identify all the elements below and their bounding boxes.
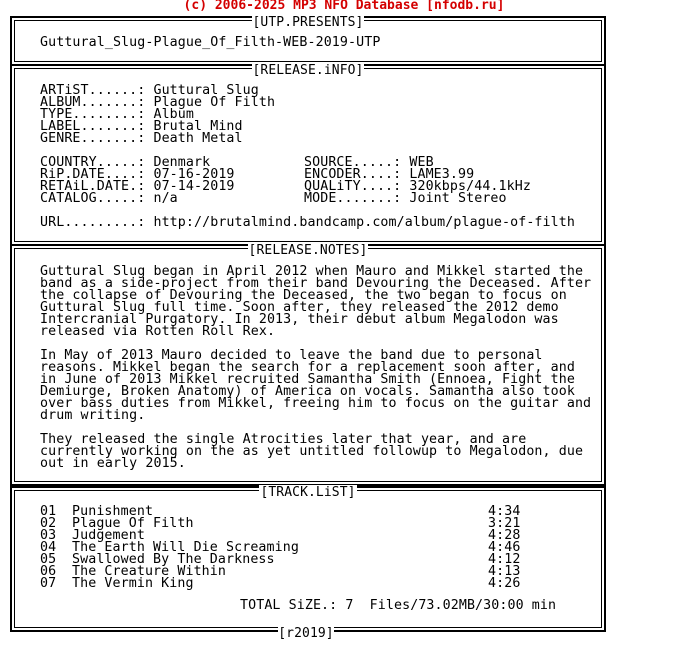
track-title: Swallowed By The Darkness — [72, 552, 275, 567]
track-number: 05 — [40, 552, 57, 567]
info-catalog: CATALOG.....: n/a — [40, 191, 178, 206]
notes-line: released via Rotten Roll Rex. — [40, 324, 276, 339]
presents-header: [UTP.PRESENTS] — [252, 15, 364, 30]
track-number: 01 — [40, 504, 57, 519]
track-list-header: [TRACK.LiST] — [260, 485, 356, 500]
track-time: 4:28 — [488, 528, 521, 543]
info-label: LABEL.......: Brutal Mind — [40, 119, 243, 134]
notes-line: out in early 2015. — [40, 456, 186, 471]
notes-line: Guttural Slug full time. Soon after, they released the 2012 demo — [40, 300, 559, 315]
track-time: 4:34 — [488, 504, 521, 519]
track-number: 03 — [40, 528, 57, 543]
track-title: The Creature Within — [72, 564, 227, 579]
notes-line: They released the single Atrocities later that year, and are — [40, 432, 527, 447]
track-title: The Vermin King — [72, 576, 194, 591]
track-number: 02 — [40, 516, 57, 531]
info-artist: ARTiST......: Guttural Slug — [40, 83, 259, 98]
footer-tag: [r2019] — [278, 626, 334, 641]
track-title: The Earth Will Die Screaming — [72, 540, 299, 555]
notes-line: Intercranial Purgatory. In 2013, their debut album Megalodon was — [40, 312, 559, 327]
notes-line: in June of 2013 Mikkel recruited Samantha Smith (Ennoea, Fight the — [40, 372, 575, 387]
info-rip-date: RiP.DATE....: 07-16-2019 — [40, 167, 235, 182]
track-time: 4:46 — [488, 540, 521, 555]
release-notes-header: [RELEASE.NOTES] — [248, 243, 368, 258]
notes-line: the collapse of Devouring the Deceased, the two began to focus on — [40, 288, 567, 303]
info-genre: GENRE.......: Death Metal — [40, 131, 243, 146]
release-notes-box — [10, 244, 606, 486]
track-title: Plague Of Filth — [72, 516, 194, 531]
notes-line: In May of 2013 Mauro decided to leave the band due to personal — [40, 348, 543, 363]
release-info-box — [10, 64, 606, 246]
info-quality: QUALiTY....: 320kbps/44.1kHz — [304, 179, 531, 194]
notes-line: currently working on the as yet untitled followup to Megalodon, due — [40, 444, 584, 459]
notes-line: Demiurge, Broken Anatomy) of America on vocals. Samantha also took — [40, 384, 575, 399]
info-country: COUNTRY.....: Denmark — [40, 155, 211, 170]
track-time: 4:13 — [488, 564, 521, 579]
track-time: 3:21 — [488, 516, 521, 531]
track-time: 4:12 — [488, 552, 521, 567]
info-type: TYPE........: Album — [40, 107, 195, 122]
notes-line: Guttural Slug began in April 2012 when Mauro and Mikkel started the — [40, 264, 584, 279]
nfodb-credit: (c) 2006-2025 MP3 NFO Database [nfodb.ru] — [183, 0, 505, 13]
track-time: 4:26 — [488, 576, 521, 591]
track-list — [40, 506, 560, 590]
track-list-box — [10, 486, 606, 632]
info-mode: MODE.......: Joint Stereo — [304, 191, 507, 206]
notes-line: over bass duties from Mikkel, freeing him to focus on the guitar and — [40, 396, 592, 411]
track-number: 04 — [40, 540, 57, 555]
notes-line: reasons. Mikkel began the search for a replacement soon after, and — [40, 360, 575, 375]
release-name: Guttural_Slug-Plague_Of_Filth-WEB-2019-UTP — [40, 35, 381, 50]
track-title: Punishment — [72, 504, 154, 519]
info-url: URL.........: http://brutalmind.bandcamp.com/album/plague-of-filth — [40, 215, 575, 230]
release-notes-text — [40, 266, 591, 470]
release-info-header: [RELEASE.iNFO] — [252, 63, 364, 78]
info-album: ALBUM.......: Plague Of Filth — [40, 95, 276, 110]
info-retail-date: RETAiL.DATE.: 07-14-2019 — [40, 179, 235, 194]
info-source: SOURCE.....: WEB — [304, 155, 434, 170]
notes-line: drum writing. — [40, 408, 146, 423]
track-number: 07 — [40, 576, 57, 591]
notes-line: band as a side-project from their band Devouring the Deceased. After — [40, 276, 592, 291]
track-title: Judgement — [72, 528, 145, 543]
track-number: 06 — [40, 564, 57, 579]
info-encoder: ENCODER....: LAME3.99 — [304, 167, 475, 182]
total-size: TOTAL SiZE.: 7 Files/73.02MB/30:00 min — [240, 598, 557, 613]
track-row — [40, 578, 560, 590]
